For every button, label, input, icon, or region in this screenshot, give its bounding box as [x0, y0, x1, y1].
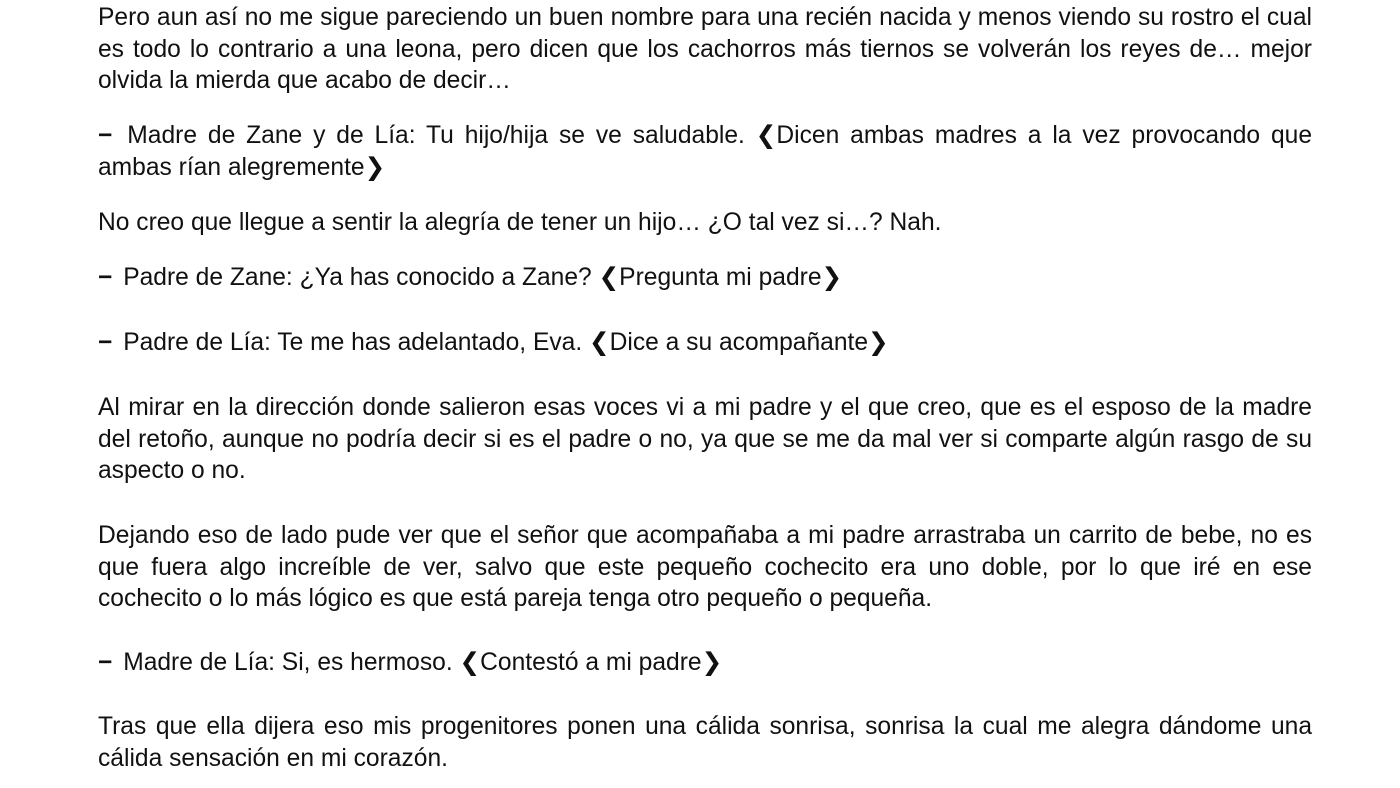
open-angle-bracket: ❮	[598, 264, 620, 291]
dialogue-action: Contestó a mi padre	[480, 649, 702, 676]
dialogue-action: Pregunta mi padre	[619, 264, 822, 291]
close-angle-bracket: ❯	[701, 649, 723, 676]
paragraph-text: No creo que llegue a sentir la alegría de tener un hijo… ¿O tal vez si…? Nah.	[98, 209, 942, 236]
open-angle-bracket: ❮	[459, 649, 481, 676]
dialogue-speech: Padre de Lía: Te me has adelantado, Eva.	[123, 329, 583, 356]
dialogue-paragraph-2	[98, 262, 1312, 294]
dialogue-speech: Madre de Lía: Si, es hermoso.	[123, 649, 453, 676]
narration-paragraph-1	[98, 2, 1312, 97]
paragraph-text: Dejando eso de lado pude ver que el señor que acompañaba a mi padre arrastraba un carrito de bebe, no es que fuera algo increíble de ver, salvo que este pequeño cochecito era uno doble, por lo que iré en ese cochecito o lo más lógico es que está pareja tenga otro pequeño o pequeña.	[98, 522, 1312, 612]
narration-paragraph-3	[98, 392, 1312, 487]
dialogue-action: Dicen ambas madres a la vez provocando que ambas rían alegremente	[98, 122, 1312, 181]
narration-paragraph-2	[98, 207, 1312, 239]
dialogue-action: Dice a su acompañante	[609, 329, 869, 356]
dialogue-paragraph-1	[98, 120, 1312, 183]
dialogue-dash: −	[98, 122, 113, 149]
close-angle-bracket: ❯	[364, 153, 386, 181]
dialogue-dash: −	[98, 264, 113, 291]
dialogue-dash: −	[98, 329, 113, 356]
close-angle-bracket: ❯	[821, 264, 843, 291]
dialogue-paragraph-3	[98, 327, 1312, 359]
open-angle-bracket: ❮	[755, 122, 777, 149]
open-angle-bracket: ❮	[589, 329, 610, 356]
narration-paragraph-5	[98, 711, 1312, 774]
paragraph-text: Pero aun así no me sigue pareciendo un buen nombre para una recién nacida y menos viendo su rostro el cual es todo lo contrario a una leona, pero dicen que los cachorros más tiernos se volverán los reyes de… mejor olvida la mierda que acabo de decir…	[98, 4, 1312, 94]
dialogue-paragraph-4	[98, 647, 1312, 679]
paragraph-text: Tras que ella dijera eso mis progenitores ponen una cálida sonrisa, sonrisa la cual me alegra dándome una cálida sensación en mi corazón.	[98, 713, 1312, 772]
dialogue-dash: −	[98, 649, 113, 676]
close-angle-bracket: ❯	[868, 329, 889, 356]
dialogue-speech: Padre de Zane: ¿Ya has conocido a Zane?	[123, 264, 592, 291]
narration-paragraph-4	[98, 520, 1312, 615]
dialogue-speech: Madre de Zane y de Lía: Tu hijo/hija se ve saludable.	[127, 122, 745, 149]
paragraph-text: Al mirar en la dirección donde salieron esas voces vi a mi padre y el que creo, que es el esposo de la madre del retoño, aunque no podría decir si es el padre o no, ya que se me da mal ver si comparte algún rasgo de su aspecto o no.	[98, 394, 1312, 484]
